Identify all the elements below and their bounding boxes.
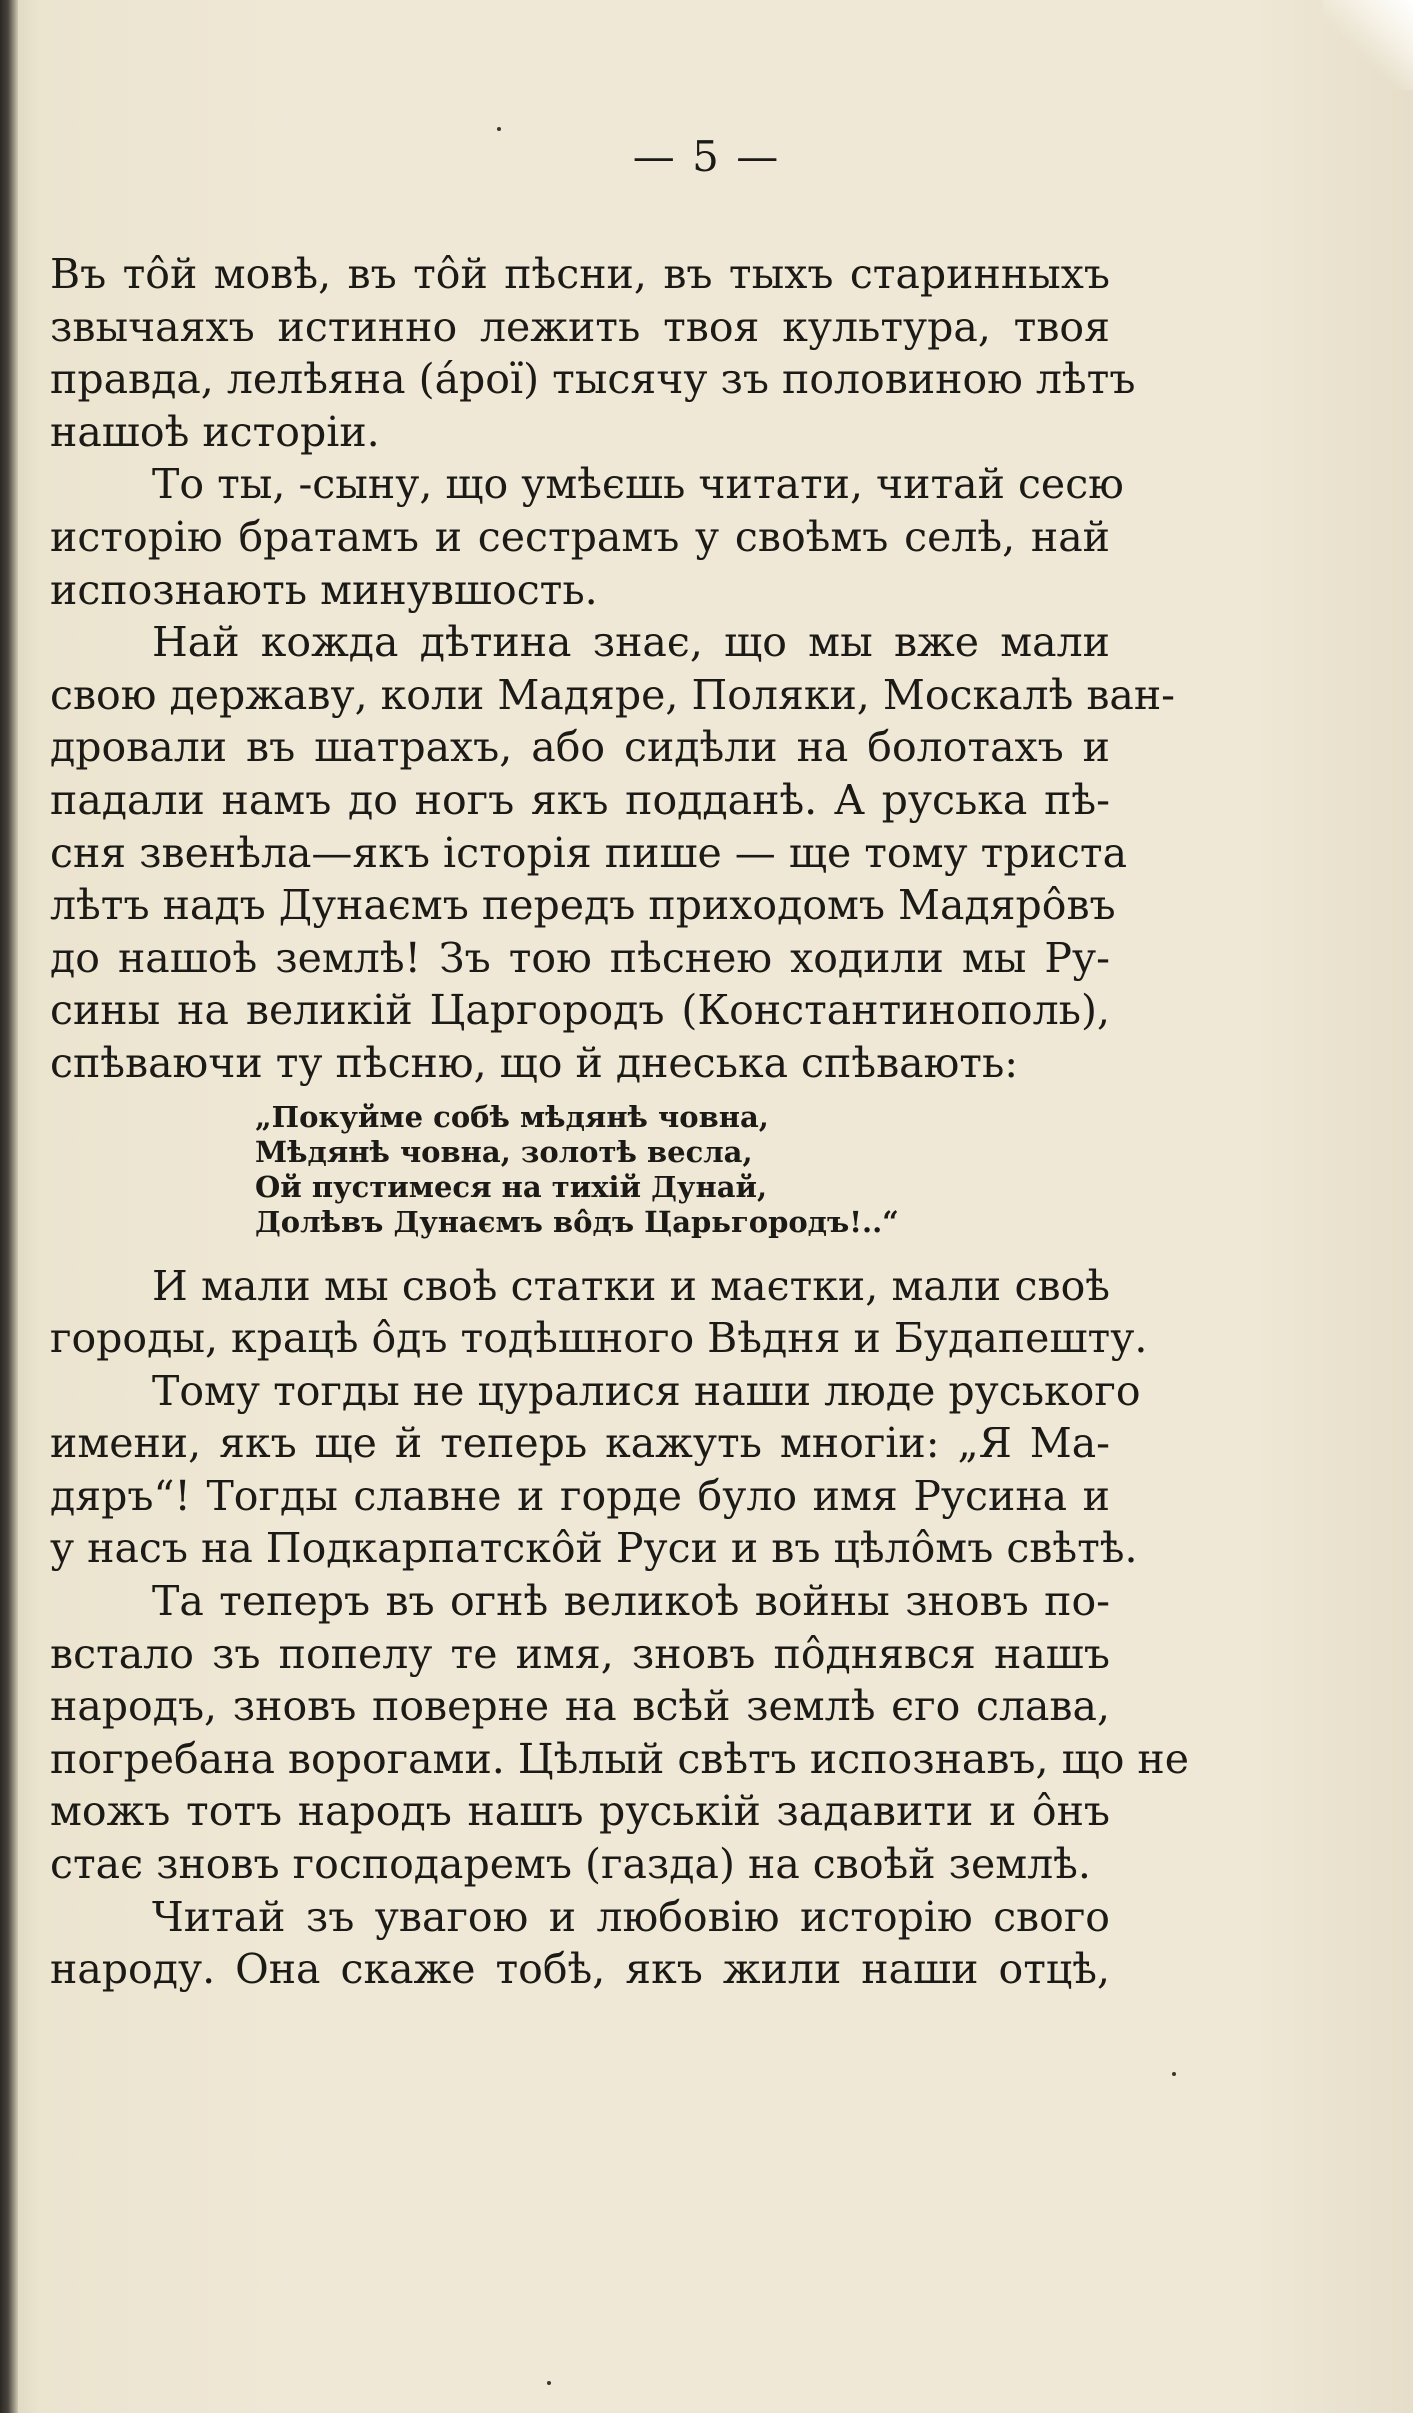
- page-corner: [1323, 0, 1413, 90]
- ink-speck: [497, 127, 501, 131]
- text-line: Читай зъ увагою и любовію исторію свого: [152, 1892, 1110, 1941]
- text-line: звычаяхъ истинно лежить твоя культура, твоя: [50, 302, 1110, 351]
- text-line: сня звенѣла—якъ історія пише — ще тому триста: [50, 828, 1128, 877]
- text-line: правда, лелѣяна (áрої) тысячу зъ половиною лѣтъ: [50, 355, 1136, 404]
- paragraph-4: [50, 1260, 1148, 1365]
- text-line: народу. Она скаже тобѣ, якъ жили наши отцѣ,: [50, 1945, 1110, 1994]
- paragraph-1: [50, 248, 1136, 458]
- binding-edge: [0, 0, 18, 2413]
- text-line: Най кожда дѣтина знає, що мы вже мали: [152, 618, 1110, 667]
- text-line: И мали мы своѣ статки и маєтки, мали своѣ: [152, 1261, 1110, 1310]
- text-line: дровали въ шатрахъ, або сидѣли на болотахъ и: [50, 723, 1110, 772]
- ink-speck: [547, 2381, 551, 2385]
- text-line: Та теперъ въ огнѣ великоѣ войны зновъ по-: [152, 1577, 1110, 1626]
- text-line: у насъ на Подкарпатскôй Руси и въ цѣлôмъ свѣтѣ.: [50, 1524, 1138, 1573]
- paragraph-5: [50, 1365, 1141, 1575]
- text-line: до нашоѣ землѣ! Зъ тою пѣснею ходили мы Ру-: [50, 933, 1110, 982]
- text-line: нашоѣ исторіи.: [50, 407, 380, 456]
- text-line: дяръ“! Тогды славне и горде було имя Русина и: [50, 1471, 1110, 1520]
- text-line: испознають минувшость.: [50, 565, 598, 614]
- poem-line: Мѣдянѣ човна, золотѣ весла,: [255, 1134, 753, 1169]
- text-line: погребана ворогами. Цѣлый свѣтъ испознавъ, що не: [50, 1734, 1190, 1783]
- text-line: стає зновъ господаремъ (газда) на своѣй землѣ.: [50, 1840, 1091, 1889]
- text-line: свою державу, коли Мадяре, Поляки, Москалѣ ван-: [50, 670, 1176, 719]
- text-line: То ты, -сыну, що умѣєшь читати, читай сесю: [152, 460, 1124, 509]
- text-line: народъ, зновъ поверне на всѣй землѣ єго слава,: [50, 1682, 1110, 1731]
- poem-line: „Покуйме собѣ мѣдянѣ човна,: [255, 1099, 769, 1134]
- paragraph-7: [50, 1891, 1110, 1996]
- poem-line: Ой пустимеся на тихій Дунай,: [255, 1169, 768, 1204]
- text-line: спѣваючи ту пѣсню, що й днеська спѣвають:: [50, 1038, 1019, 1087]
- text-line: городы, крацѣ ôдъ тодѣшного Вѣдня и Будапешту.: [50, 1314, 1148, 1363]
- poem-line: Долѣвъ Дунаємъ вôдъ Царьгородъ!..“: [255, 1204, 899, 1239]
- page-number: — 5 —: [632, 132, 781, 181]
- body-text: [50, 248, 1190, 1996]
- paragraph-2: [50, 458, 1124, 616]
- text-line: лѣтъ надъ Дунаємъ передъ приходомъ Мадярôвъ: [50, 881, 1116, 930]
- text-line: падали намъ до ногъ якъ подданѣ. А руська пѣ-: [50, 775, 1110, 824]
- paragraph-6: [50, 1575, 1190, 1891]
- text-line: можъ тотъ народъ нашъ руській задавити и ôнъ: [50, 1787, 1110, 1836]
- text-line: встало зъ попелу те имя, зновъ пôднявся нашъ: [50, 1629, 1110, 1678]
- text-line: сины на великій Царгородъ (Константинополь),: [50, 986, 1110, 1035]
- text-line: Тому тогды не цуралися наши люде руського: [152, 1366, 1141, 1415]
- text-line: Въ тôй мовѣ, въ тôй пѣсни, въ тыхъ старинныхъ: [50, 250, 1110, 298]
- text-line: исторію братамъ и сестрамъ у своѣмъ селѣ, най: [50, 512, 1110, 561]
- song-quote: [255, 1100, 1110, 1240]
- ink-speck: [1172, 2072, 1176, 2076]
- text-line: имени, якъ ще й теперь кажуть многіи: „Я Ма-: [50, 1419, 1110, 1468]
- paragraph-3: [50, 616, 1176, 1089]
